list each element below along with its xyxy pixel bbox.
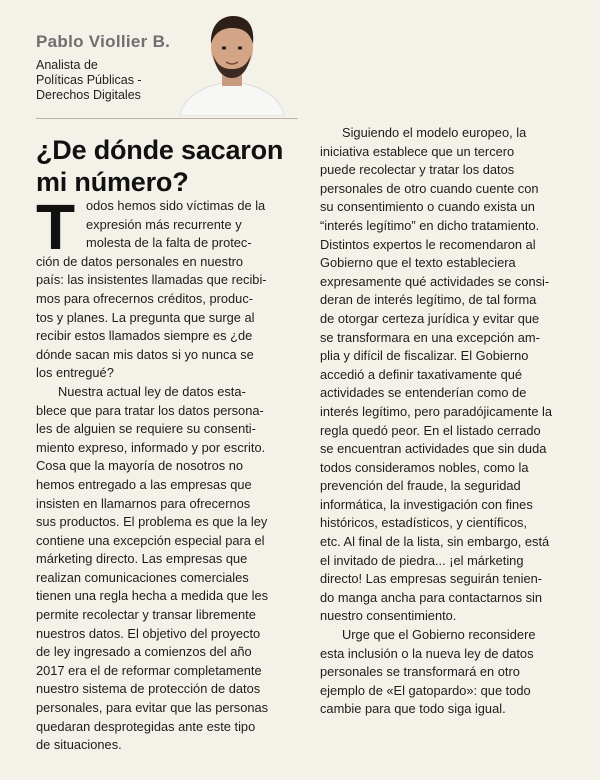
body-line: do manga ancha para contactarnos sin xyxy=(320,589,543,605)
body-line: iniciativa establece que un tercero xyxy=(320,143,515,159)
drop-cap: T xyxy=(36,191,76,263)
body-line: molesta de la falta de protec- xyxy=(86,235,252,251)
author-role-line: Analista de xyxy=(36,58,98,72)
body-line: se transformara en una excepción am- xyxy=(320,329,540,345)
body-line: Urge que el Gobierno reconsidere xyxy=(342,627,536,643)
body-line: se encuentran actividades que sin duda xyxy=(320,441,547,457)
body-line: dónde sacan mis datos si yo nunca se xyxy=(36,346,254,362)
body-line: nuestros datos. El objetivo del proyecto xyxy=(36,625,261,641)
body-line: “interés legítimo” en dicho tratamiento. xyxy=(320,217,540,233)
article-column-2 xyxy=(320,124,582,719)
body-line: actividades se entenderían como de xyxy=(320,385,527,401)
body-line: personales, para evitar que las personas xyxy=(36,700,269,716)
body-line: su consentimiento o cuando exista un xyxy=(320,199,535,215)
body-line: tos y planes. La pregunta que surge al xyxy=(36,309,255,325)
body-line: de ley ingresado a comienzos del año xyxy=(36,644,252,660)
body-line: prevención del fraude, la seguridad xyxy=(320,478,521,494)
body-line: nuestro consentimiento. xyxy=(320,608,457,624)
body-line: de otorgar certeza jurídica y evitar que xyxy=(320,310,540,326)
body-line: ción de datos personales en nuestro xyxy=(36,253,244,269)
body-line: miento expreso, informado y por escrito. xyxy=(36,439,266,455)
body-line: históricos, estadísticos, y científicos, xyxy=(320,515,528,531)
body-line: de situaciones. xyxy=(36,737,122,753)
body-line: esta inclusión o la nueva ley de datos xyxy=(320,645,534,661)
body-line: accedió a definir taxativamente qué xyxy=(320,366,523,382)
body-line: Distintos expertos le recomendaron al xyxy=(320,236,536,252)
body-line: Cosa que la mayoría de nosotros no xyxy=(36,458,244,474)
body-line: tienen una regla hecha a medida que les xyxy=(36,588,269,604)
body-line: permite recolectar y transar libremente xyxy=(36,607,256,623)
body-line: el invitado de piedra... ¡el márketing xyxy=(320,552,524,568)
body-line: Nuestra actual ley de datos esta- xyxy=(58,383,246,399)
body-line: ejemplo de «El gatopardo»: que todo xyxy=(320,682,531,698)
body-line: país: las insistentes llamadas que recibi- xyxy=(36,272,267,288)
body-line: expresión más recurrente y xyxy=(86,216,242,232)
body-line: personales de otro cuando cuente con xyxy=(320,180,539,196)
body-line: nuestro sistema de protección de datos xyxy=(36,681,261,697)
body-line: informática, la investigación con fines xyxy=(320,496,533,512)
body-line: plia y difícil de fiscalizar. El Gobierno xyxy=(320,348,529,364)
author-role-line: Derechos Digitales xyxy=(36,88,141,102)
body-line: quedaran desprotegidas ante este tipo xyxy=(36,718,256,734)
headline-line: mi número? xyxy=(36,167,189,197)
body-line: Gobierno que el texto estableciera xyxy=(320,255,516,271)
body-line: realizan comunicaciones comerciales xyxy=(36,569,249,585)
body-line: les de alguien se requiere su consenti- xyxy=(36,421,256,437)
article-headline xyxy=(36,134,306,198)
body-line: deran de interés legítimo, de tal forma xyxy=(320,292,537,308)
header-divider xyxy=(36,118,298,119)
author-photo xyxy=(170,6,294,116)
body-line: sus productos. El problema es que la ley xyxy=(36,514,268,530)
body-line: Siguiendo el modelo europeo, la xyxy=(342,125,527,140)
body-line: contiene una excepción especial para el xyxy=(36,532,265,548)
body-line: directo! Las empresas seguirán tenien- xyxy=(320,571,543,587)
body-line: hemos entregado a las empresas que xyxy=(36,476,252,492)
body-line: interés legítimo, pero paradójicamente la xyxy=(320,403,553,419)
body-line: etc. Al final de la lista, sin embargo, está xyxy=(320,534,550,550)
body-line: blece que para tratar los datos persona- xyxy=(36,402,264,418)
body-line: los entregué? xyxy=(36,365,114,381)
body-line: personales se transformará en otro xyxy=(320,664,520,680)
body-line: cambie para que todo siga igual. xyxy=(320,701,506,717)
body-line: márketing directo. Las empresas que xyxy=(36,551,248,567)
body-line: odos hemos sido víctimas de la xyxy=(86,198,266,213)
body-line: expresamente qué actividades se consi- xyxy=(320,273,550,289)
body-line: recibir estos llamados siempre es ¿de xyxy=(36,328,253,344)
body-line: todos consideramos nobles, como la xyxy=(320,459,529,475)
body-line: puede recolectar y tratar los datos xyxy=(320,162,515,178)
article-column-1 xyxy=(36,191,302,755)
body-line: 2017 era el de reformar completamente xyxy=(36,662,262,678)
author-role-line: Políticas Públicas - xyxy=(36,73,142,87)
body-line: insisten en llamarnos para ofrecernos xyxy=(36,495,251,511)
author-header xyxy=(0,0,300,120)
headline-line: ¿De dónde sacaron xyxy=(36,135,284,165)
body-line: regla quedó peor. En el listado cerrado xyxy=(320,422,541,438)
body-line: mos para ofrecernos créditos, produc- xyxy=(36,290,254,306)
author-name: Pablo Viollier B. xyxy=(36,32,171,51)
author-role xyxy=(36,58,186,103)
